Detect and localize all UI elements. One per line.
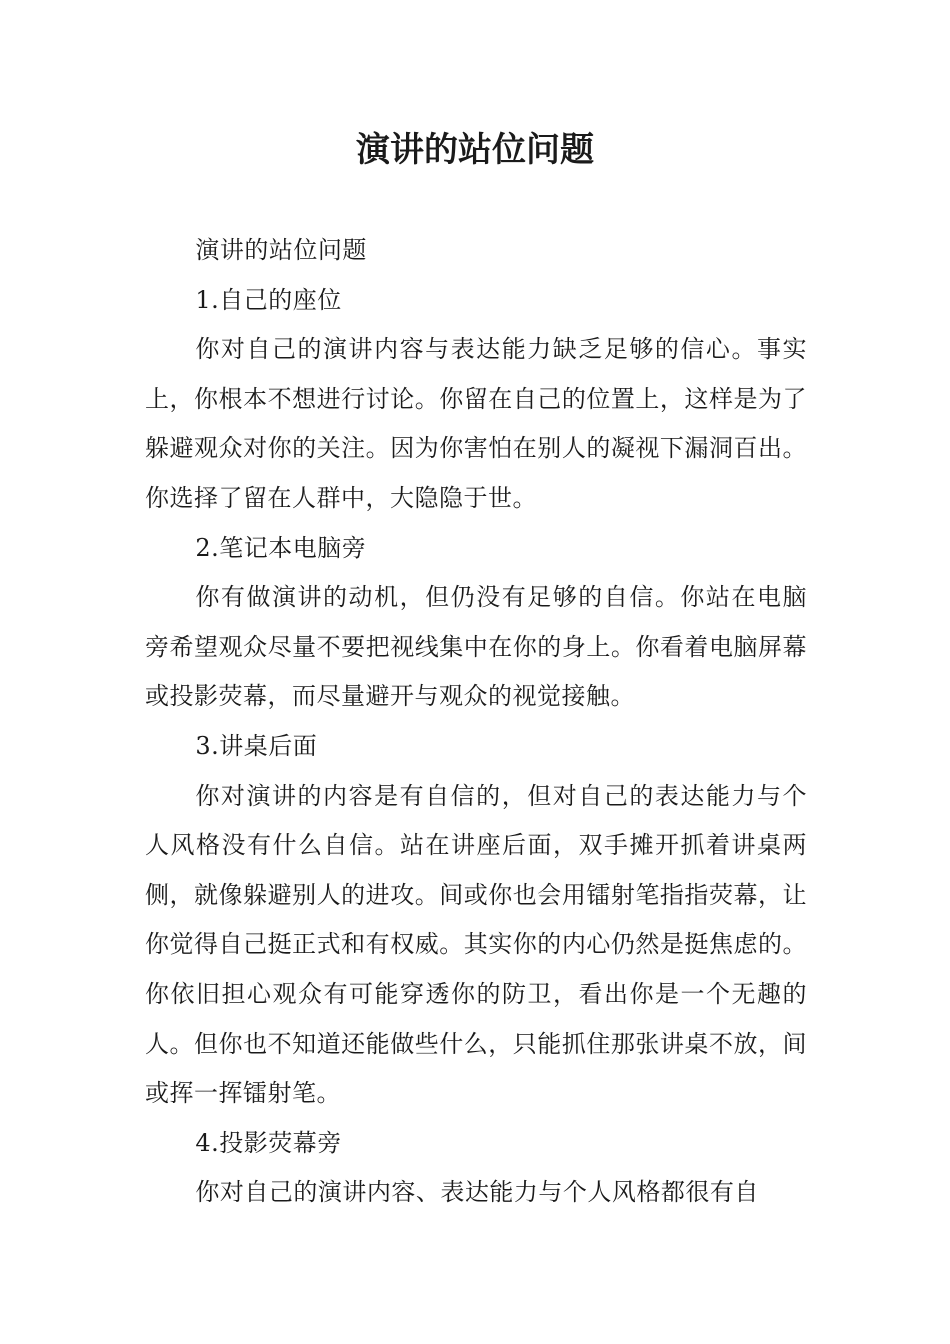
section-heading-4: 4.投影荧幕旁	[195, 1128, 342, 1157]
document-body	[145, 226, 807, 1218]
section-paragraph-3: 你对演讲的内容是有自信的，但对自己的表达能力与个人风格没有什么自信。站在讲座后面，双手摊开抓着讲桌两侧，就像躲避别人的进攻。间或你也会用镭射笔指指荧幕，让你觉得自己挺正式和有权威。其实你的内心仍然是挺焦虑的。你依旧担心观众有可能穿透你的防卫，看出你是一个无趣的人。但你也不知道还能做些什么，只能抓住那张讲桌不放，间或挥一挥镭射笔。	[145, 781, 807, 1108]
section-paragraph-2: 你有做演讲的动机，但仍没有足够的自信。你站在电脑旁希望观众尽量不要把视线集中在你的身上。你看着电脑屏幕或投影荧幕，而尽量避开与观众的视觉接触。	[145, 583, 807, 711]
section-paragraph-1: 你对自己的演讲内容与表达能力缺乏足够的信心。事实上，你根本不想进行讨论。你留在自己的位置上，这样是为了躲避观众对你的关注。因为你害怕在别人的凝视下漏洞百出。你选择了留在人群中，大隐隐于世。	[145, 335, 807, 512]
section-heading-2: 2.笔记本电脑旁	[195, 533, 367, 562]
section-heading-1: 1.自己的座位	[195, 285, 342, 314]
section-paragraph-4: 你对自己的演讲内容、表达能力与个人风格都很有自	[195, 1178, 759, 1207]
document-title: 演讲的站位问题	[356, 130, 594, 170]
section-heading-3: 3.讲桌后面	[195, 731, 318, 760]
body-subtitle: 演讲的站位问题	[195, 236, 367, 264]
